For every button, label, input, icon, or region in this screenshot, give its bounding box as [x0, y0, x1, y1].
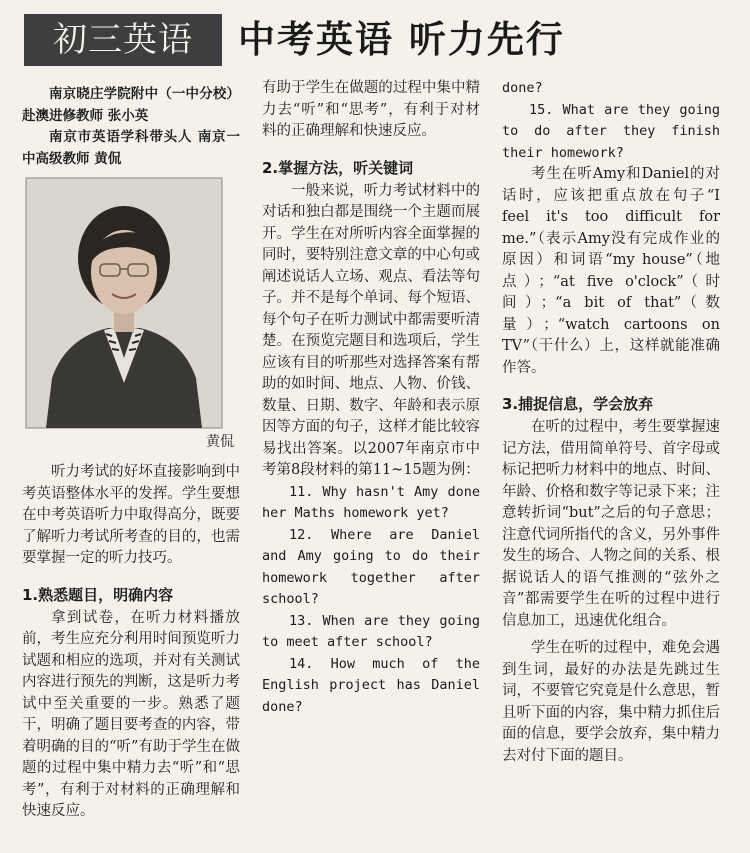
question-11: 11. Why hasn't Amy done her Maths homework yet?	[262, 483, 480, 521]
section-1-body: 拿到试卷，在听力材料播放前，考生应充分利用时间预览听力试题和相应的选项，并对有关测试内容进行预先的判断，这是听力考试中至关重要的一步。熟悉了题干，明确了题目要考查的内容，带着明确的目的“听”有助于学生在做题的过程中集中精力去“听”和“思考”，有利于对材料的正确理解和快速反应。	[22, 609, 240, 819]
column-2	[262, 78, 480, 715]
section-1-heading: 1.熟悉题目，明确内容	[22, 585, 174, 604]
section-1-body-continued: 有助于学生在做题的过程中集中精力去“听”和“思考”，有利于对材料的正确理解和快速反应。	[262, 80, 480, 139]
question-14: 14. How much of the English project has Daniel done?	[262, 655, 480, 715]
section-3-paragraph-2: 学生在听的过程中，难免会遇到生词，最好的办法是先跳过生词，不要管它究竟是什么意思，暂且听下面的内容，集中精力抓住后面的信息，要学会放弃，集中精力去对付下面的题目。	[502, 640, 720, 764]
column-1	[22, 84, 240, 819]
section-2-analysis: 考生在听Amy和Daniel的对话时，应该把重点放在句子“I feel it's too difficult for me.”（表示Amy没有完成作业的原因）和词语“my house”（地点）；“at five o'clock”（时间）；“a bit of that”（数量）；“watch cartoons on TV”（干什么）上，这样就能准确作答。	[502, 166, 720, 376]
author-photo	[26, 178, 222, 428]
author-line-2: 南京市英语学科带头人 南京一中高级教师 黄侃	[22, 129, 240, 167]
intro-paragraph: 听力考试的好坏直接影响到中考英语整体水平的发挥。学生要想在中考英语听力中取得高分，既要了解听力考试所考查的目的，也需要掌握一定的听力技巧。	[22, 464, 240, 566]
question-13: 13. When are they going to meet after school?	[262, 612, 480, 650]
section-2-heading: 2.掌握方法，听关键词	[262, 158, 414, 177]
article-header	[0, 0, 750, 70]
question-15: 15. What are they going to do after they finish their homework?	[502, 101, 720, 161]
article-title: 中考英语 听力先行	[238, 18, 565, 61]
portrait-image	[26, 178, 222, 428]
author-line-1: 南京晓庄学院附中（一中分校）赴澳进修教师 张小英	[22, 86, 240, 124]
section-3-heading: 3.捕捉信息，学会放弃	[502, 395, 654, 413]
section-tag: 初三英语	[24, 14, 222, 66]
question-12: 12. Where are Daniel and Amy going to do their homework together after school?	[262, 526, 480, 607]
photo-caption: 黄侃	[206, 434, 234, 450]
column-3	[502, 78, 720, 767]
section-2-body: 一般来说，听力考试材料中的对话和独白都是围绕一个主题而展开。学生在对所听内容全面掌握的同时，要特别注意文章的中心句或阐述说话人立场、观点、看法等句子。并不是每个单词、每个短语、每个句子在听力测试中都需要听清楚。在预览完题目和选项后，学生应该有目的听那些对选择答案有帮助的如时间、地点、人物、价钱、数量、日期、数字、年龄和表示原因等方面的句子，这样才能比较容易找出答案。以2007年南京市中考第8段材料的第11~15题为例：	[262, 182, 480, 478]
question-14-continued: done?	[502, 80, 543, 96]
section-3-paragraph-1: 在听的过程中，考生要掌握速记方法，借用简单符号、首字母或标记把听力材料中的地点、时间、年龄、价格和数字等记录下来；注意转折词“but”之后的句子意思；注意代词所指代的含义，另外事件发生的场合、人物之间的关系、根据说话人的语气推测的“弦外之音”都需要学生在听的过程中进行信息加工，迅速优化组合。	[502, 419, 720, 629]
